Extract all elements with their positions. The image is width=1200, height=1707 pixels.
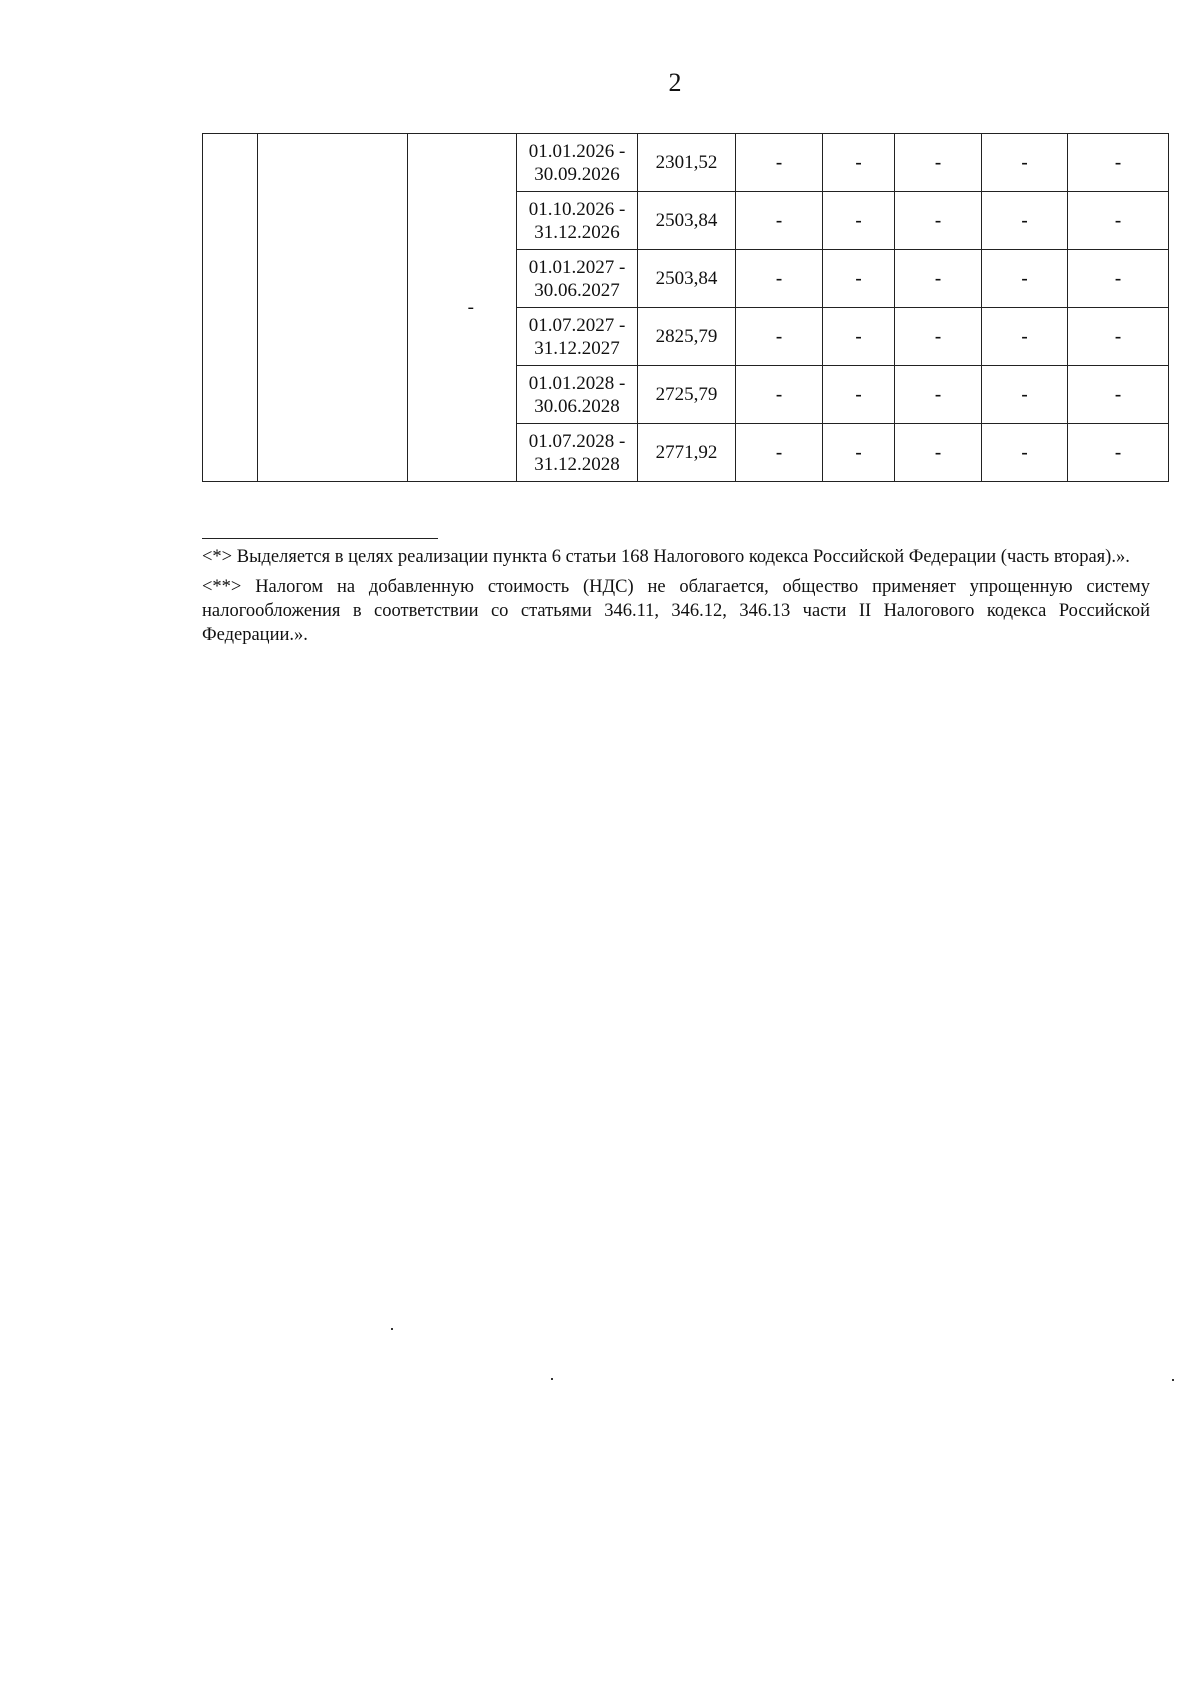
table-cell-dash: - xyxy=(823,366,895,424)
period-start: 01.07.2027 - xyxy=(528,314,626,336)
table-cell-dash: - xyxy=(982,308,1068,366)
table-cell-dash: - xyxy=(823,424,895,482)
table-cell-dash: - xyxy=(408,134,517,482)
page-number: 2 xyxy=(668,68,682,97)
price-cell: 2725,79 xyxy=(638,366,736,424)
scan-speck xyxy=(1172,1379,1174,1381)
table-cell-dash: - xyxy=(736,366,823,424)
table-cell-dash: - xyxy=(736,308,823,366)
table-cell-dash: - xyxy=(895,250,982,308)
table-cell-dash: - xyxy=(982,424,1068,482)
period-cell xyxy=(517,250,638,308)
price-cell: 2503,84 xyxy=(638,250,736,308)
period-cell xyxy=(517,424,638,482)
table-cell-dash: - xyxy=(736,250,823,308)
table-cell-empty xyxy=(258,134,408,482)
table-cell-dash: - xyxy=(736,134,823,192)
table-cell-dash: - xyxy=(736,424,823,482)
price-cell: 2825,79 xyxy=(638,308,736,366)
footnote-vat-allocation: <*> Выделяется в целях реализации пункта 6 статьи 168 Налогового кодекса Российской Федерации (часть вторая).». xyxy=(202,547,1130,567)
table-cell-dash: - xyxy=(1068,424,1169,482)
period-start: 01.01.2026 - xyxy=(528,140,626,162)
table-cell-dash: - xyxy=(982,134,1068,192)
table-cell-dash: - xyxy=(823,308,895,366)
table-cell-dash: - xyxy=(1068,308,1169,366)
period-start: 01.01.2027 - xyxy=(528,256,626,278)
period-cell xyxy=(517,192,638,250)
table-cell-dash: - xyxy=(736,192,823,250)
period-start: 01.07.2028 - xyxy=(528,430,626,452)
table-cell-dash: - xyxy=(895,192,982,250)
table-cell-dash: - xyxy=(1068,366,1169,424)
price-cell: 2301,52 xyxy=(638,134,736,192)
period-end: 30.06.2027 xyxy=(534,279,620,301)
tariff-table xyxy=(202,133,1169,482)
table-cell-dash: - xyxy=(823,134,895,192)
table-cell-dash: - xyxy=(982,192,1068,250)
period-start: 01.01.2028 - xyxy=(528,372,626,394)
table-cell-dash: - xyxy=(1068,134,1169,192)
period-cell xyxy=(517,134,638,192)
period-end: 30.06.2028 xyxy=(534,395,620,417)
period-start: 01.10.2026 - xyxy=(528,198,626,220)
period-cell xyxy=(517,366,638,424)
table-cell-dash: - xyxy=(823,192,895,250)
table-cell-dash: - xyxy=(823,250,895,308)
period-cell xyxy=(517,308,638,366)
price-cell: 2503,84 xyxy=(638,192,736,250)
table-cell-dash: - xyxy=(895,366,982,424)
footnote-vat-exempt: <**> Налогом на добавленную стоимость (НДС) не облагается, общество применяет упрощенную систему налогообложения в соответствии со статьями 346.11, 346.12, 346.13 части II Налогового кодекса Российской Федерации.». xyxy=(202,577,1150,645)
footnote-separator xyxy=(202,538,438,539)
table-cell-dash: - xyxy=(1068,250,1169,308)
table-cell-dash: - xyxy=(895,308,982,366)
table-cell-empty xyxy=(203,134,258,482)
table-cell-dash: - xyxy=(1068,192,1169,250)
table-cell-dash: - xyxy=(895,424,982,482)
period-end: 31.12.2028 xyxy=(534,453,620,475)
table-cell-dash: - xyxy=(982,366,1068,424)
scan-speck xyxy=(551,1378,553,1380)
period-end: 30.09.2026 xyxy=(534,163,620,185)
price-cell: 2771,92 xyxy=(638,424,736,482)
table-cell-dash: - xyxy=(982,250,1068,308)
table-row xyxy=(203,134,1169,192)
footnotes xyxy=(202,545,1150,653)
scan-speck xyxy=(391,1328,393,1330)
period-end: 31.12.2026 xyxy=(534,221,620,243)
period-end: 31.12.2027 xyxy=(534,337,620,359)
table-cell-dash: - xyxy=(895,134,982,192)
